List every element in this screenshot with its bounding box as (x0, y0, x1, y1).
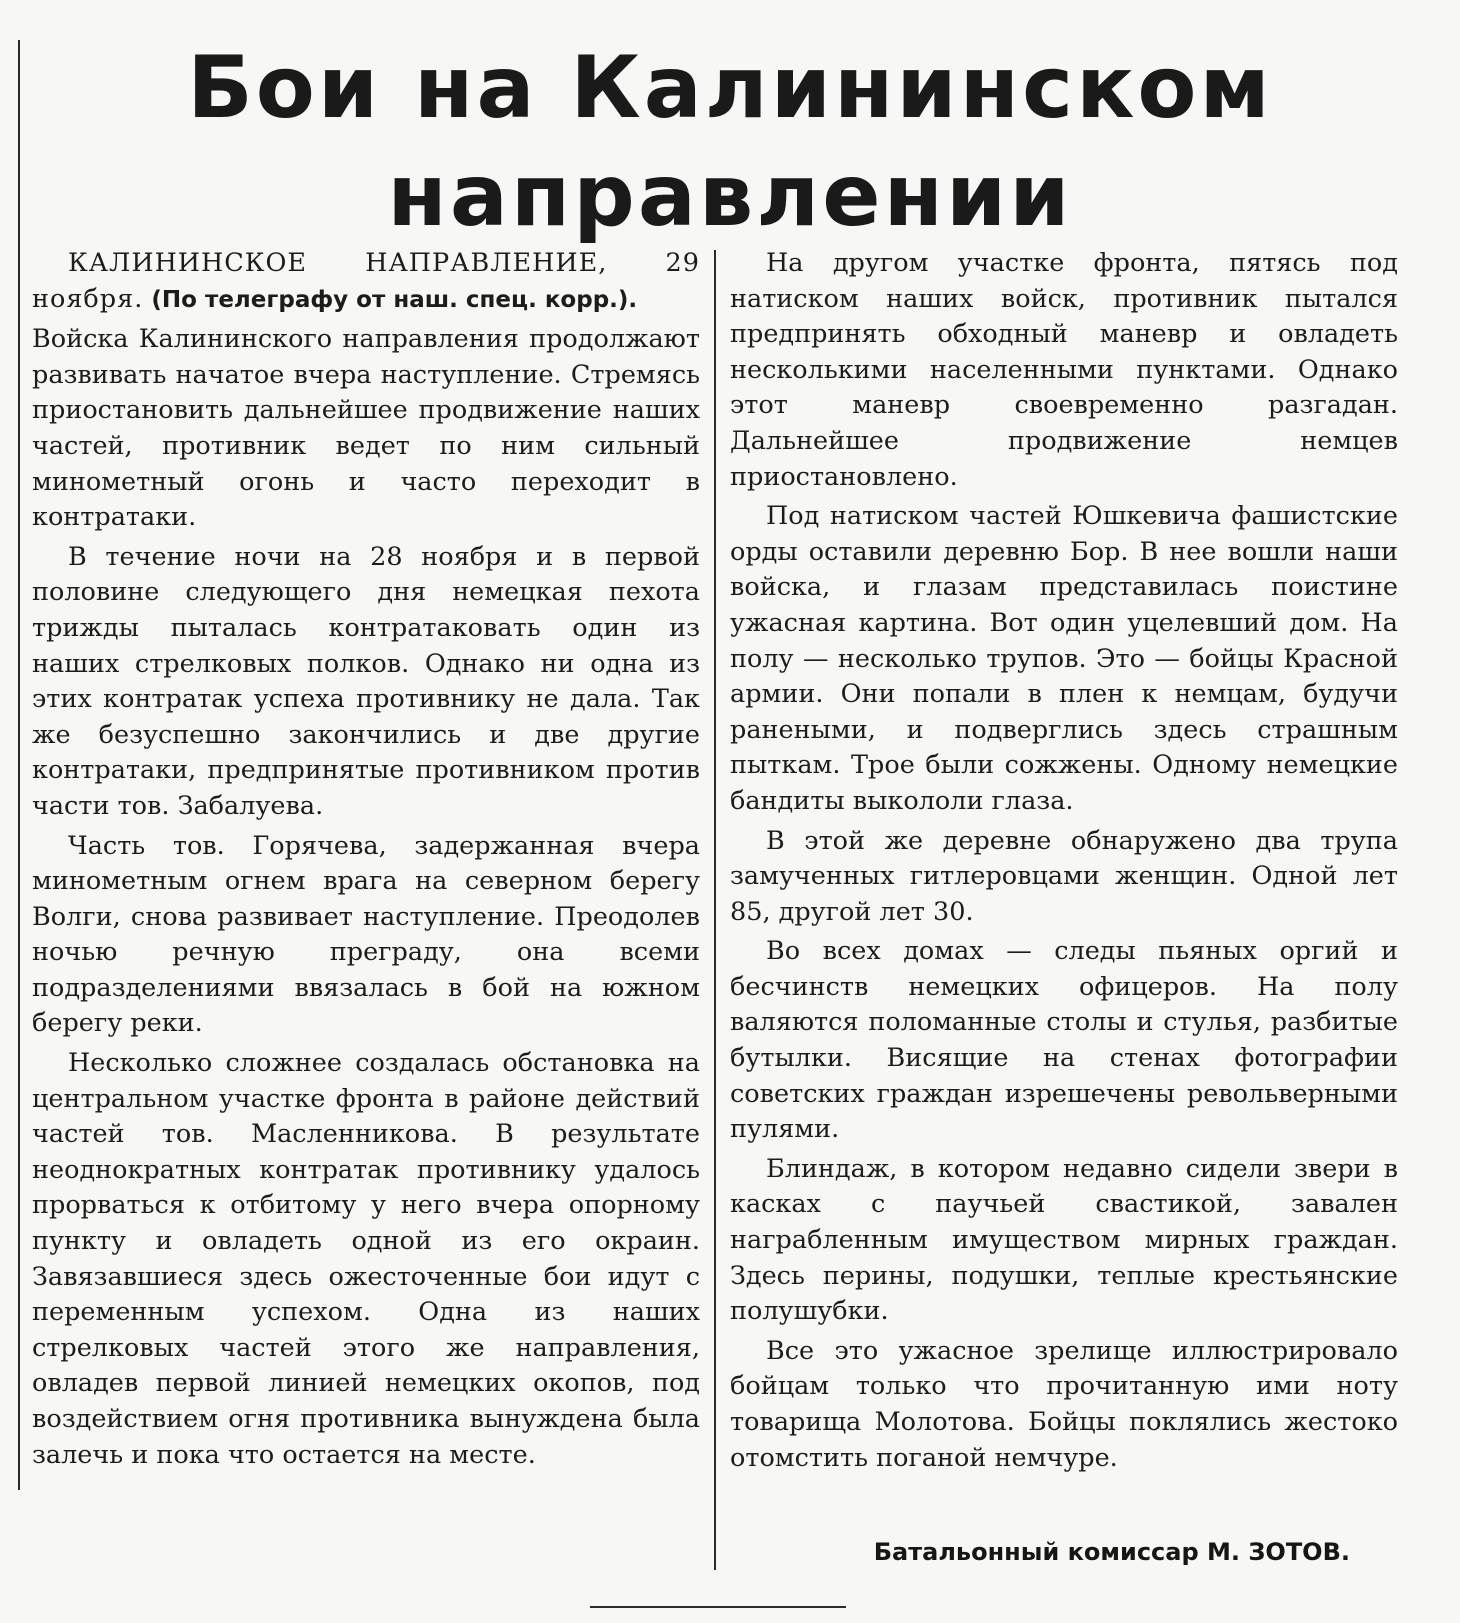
article-headline (80, 34, 1380, 250)
headline-line-2: направлении (387, 146, 1073, 246)
paragraph: В этой же деревне обнаружено два трупа замученных гитлеровцами женщин. Одной лет 85, другой лет 30. (730, 825, 1398, 927)
dateline-place: КАЛИНИНСКОЕ НАПРАВЛЕНИЕ, 29 ноября. (32, 248, 700, 314)
headline-line-1: Бои на Калининском (187, 38, 1273, 138)
article-end-rule (590, 1606, 846, 1608)
author-signature: Батальонный комиссар М. ЗОТОВ. (873, 1538, 1350, 1566)
paragraph: Войска Калининского направления продолжают развивать начатое вчера наступление. Стремясь приостановить дальнейшее продвижение наших частей, противник ведет по ним сильный минометный огонь и часто переходит в контратаки. (32, 324, 700, 533)
paragraph: Все это ужасное зрелище иллюстрировало бойцам только что прочитанную ими ноту товарища Молотова. Бойцы поклялись жестоко отомстить поганой немчуре. (730, 1335, 1398, 1473)
left-column (32, 246, 700, 1473)
paragraph: Во всех домах — следы пьяных оргий и бесчинств немецких офицеров. На полу валяются поломанные столы и стулья, разбитые бутылки. Висящие на стенах фотографии советских граждан изрешечены револьверными пулями. (730, 936, 1398, 1145)
dateline-paragraph (32, 246, 700, 318)
right-column (730, 246, 1398, 1476)
paragraph: Блиндаж, в котором недавно сидели звери в касках с паучьей свастикой, завален награбленным имуществом мирных граждан. Здесь перины, подушки, теплые крестьянские полушубки. (730, 1153, 1398, 1327)
paragraph: В течение ночи на 28 ноября и в первой половине следующего дня немецкая пехота трижды пыталась контратаковать один из наших стрелковых полков. Однако ни одна из этих контратак успеха противнику не дала. Так же безуспешно закончились и две другие контратаки, предпринятые противником против части тов. Забалуева. (32, 541, 700, 821)
dateline-source: (По телеграфу от наш. спец. корр.). (151, 286, 638, 313)
paragraph: Под натиском частей Юшкевича фашистские орды оставили деревню Бор. В нее вошли наши войска, и глазам представилась поистине ужасная картина. Вот один уцелевший дом. На полу — несколько трупов. Это — бойцы Красной армии. Они попали в плен к немцам, будучи ранеными, и подверглись здесь страшным пыткам. Трое были сожжены. Одному немецкие бандиты выкололи глаза. (730, 501, 1398, 816)
paragraph: Часть тов. Горячева, задержанная вчера минометным огнем врага на северном берегу Волги, снова развивает наступление. Преодолев ночью речную преграду, она всеми подразделениями ввязалась в бой на южном берегу реки. (32, 830, 700, 1039)
page-edge-rule (18, 40, 20, 1490)
column-divider (714, 250, 716, 1570)
paragraph: На другом участке фронта, пятясь под натиском наших войск, противник пытался предпринять обходный маневр и овладеть несколькими населенными пунктами. Однако этот маневр своевременно разгадан. Дальнейшее продвижение немцев приостановлено. (730, 248, 1398, 492)
paragraph: Несколько сложнее создалась обстановка на центральном участке фронта в районе действий частей тов. Масленникова. В результате неоднократных контратак противнику удалось прорваться к отбитому у него вчера опорному пункту и овладеть одной из его окраин. Завязавшиеся здесь ожесточенные бои идут с переменным успехом. Одна из наших стрелковых частей этого же направления, овладев первой линией немецких окопов, под воздействием огня противника вынуждена была залечь и пока что остается на месте. (32, 1048, 700, 1470)
